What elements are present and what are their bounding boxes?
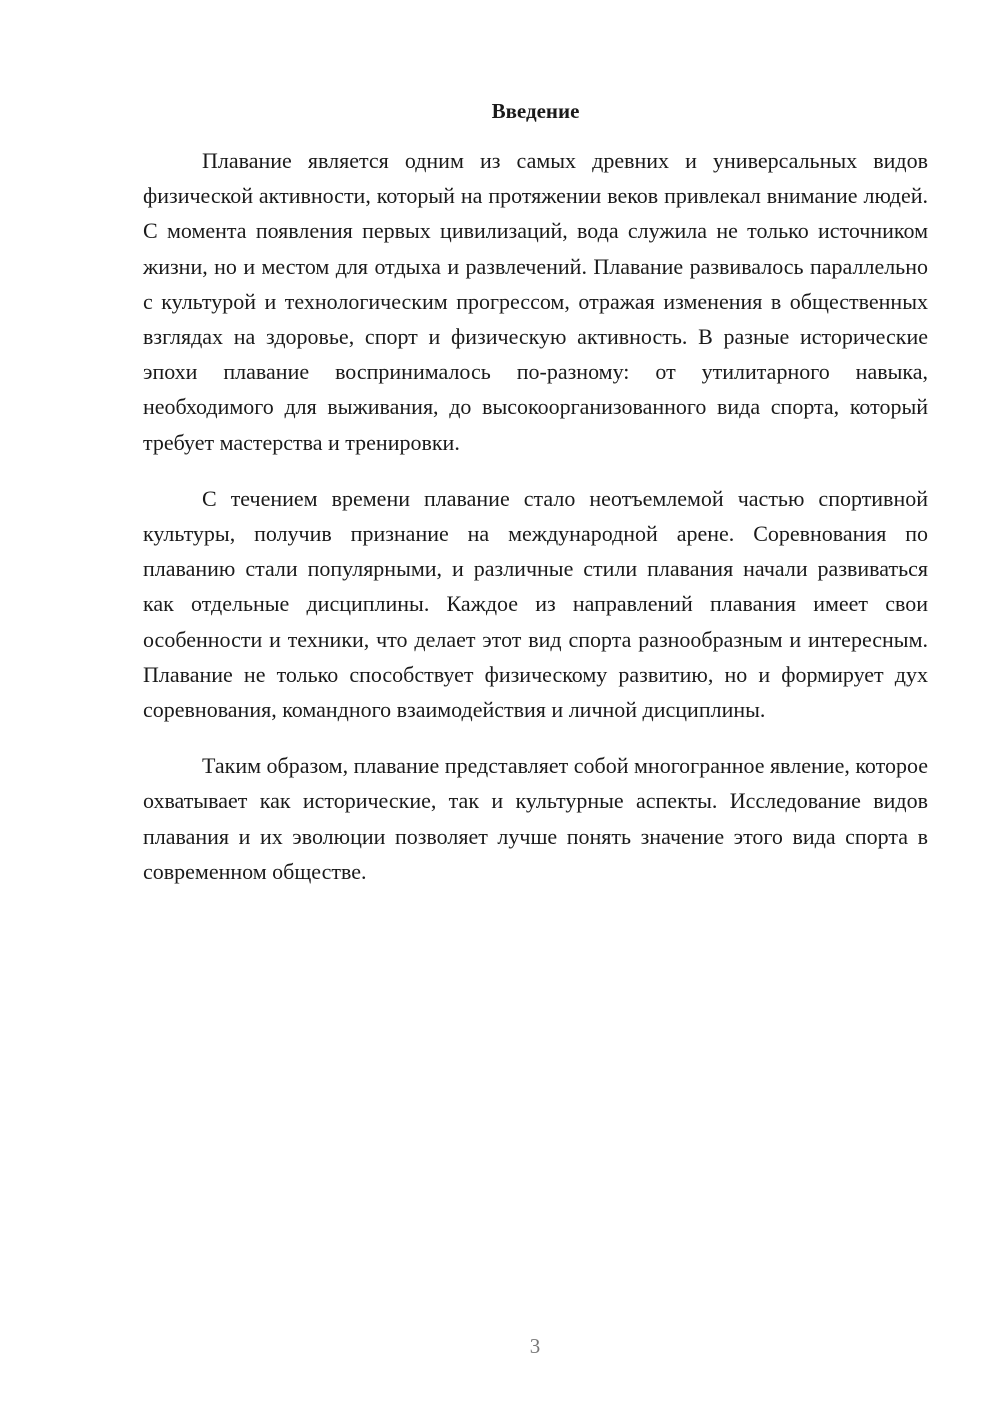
page-number: 3 (529, 1334, 541, 1358)
document-body (143, 143, 928, 910)
paragraph-3: Таким образом, плавание представляет собой многогранное явление, которое охватывает как исторические, так и культурные аспекты. Исследование видов плавания и их эволюции позволяет лучше понять значение этого вида спорта в современном обществе. (143, 753, 928, 884)
paragraph-1: Плавание является одним из самых древних и универсальных видов физической активности, который на протяжении веков привлекал внимание людей. С момента появления первых цивилизаций, вода служила не только источником жизни, но и местом для отдыха и развлечений. Плавание развивалось параллельно с культурой и технологическим прогрессом, отражая изменения в общественных взглядах на здоровье, спорт и физическую активность. В разные исторические эпохи плавание воспринималось по-разному: от утилитарного навыка, необходимого для выживания, до высокоорганизованного вида спорта, который требует мастерства и тренировки. (143, 148, 928, 455)
section-title: Введение (491, 99, 580, 123)
paragraph-2: С течением времени плавание стало неотъемлемой частью спортивной культуры, получив признание на международной арене. Соревнования по плаванию стали популярными, и различные стили плавания начали развиваться как отдельные дисциплины. Каждое из направлений плавания имеет свои особенности и техники, что делает этот вид спорта разнообразным и интересным. Плавание не только способствует физическому развитию, но и формирует дух соревнования, командного взаимодействия и личной дисциплины. (143, 485, 928, 723)
